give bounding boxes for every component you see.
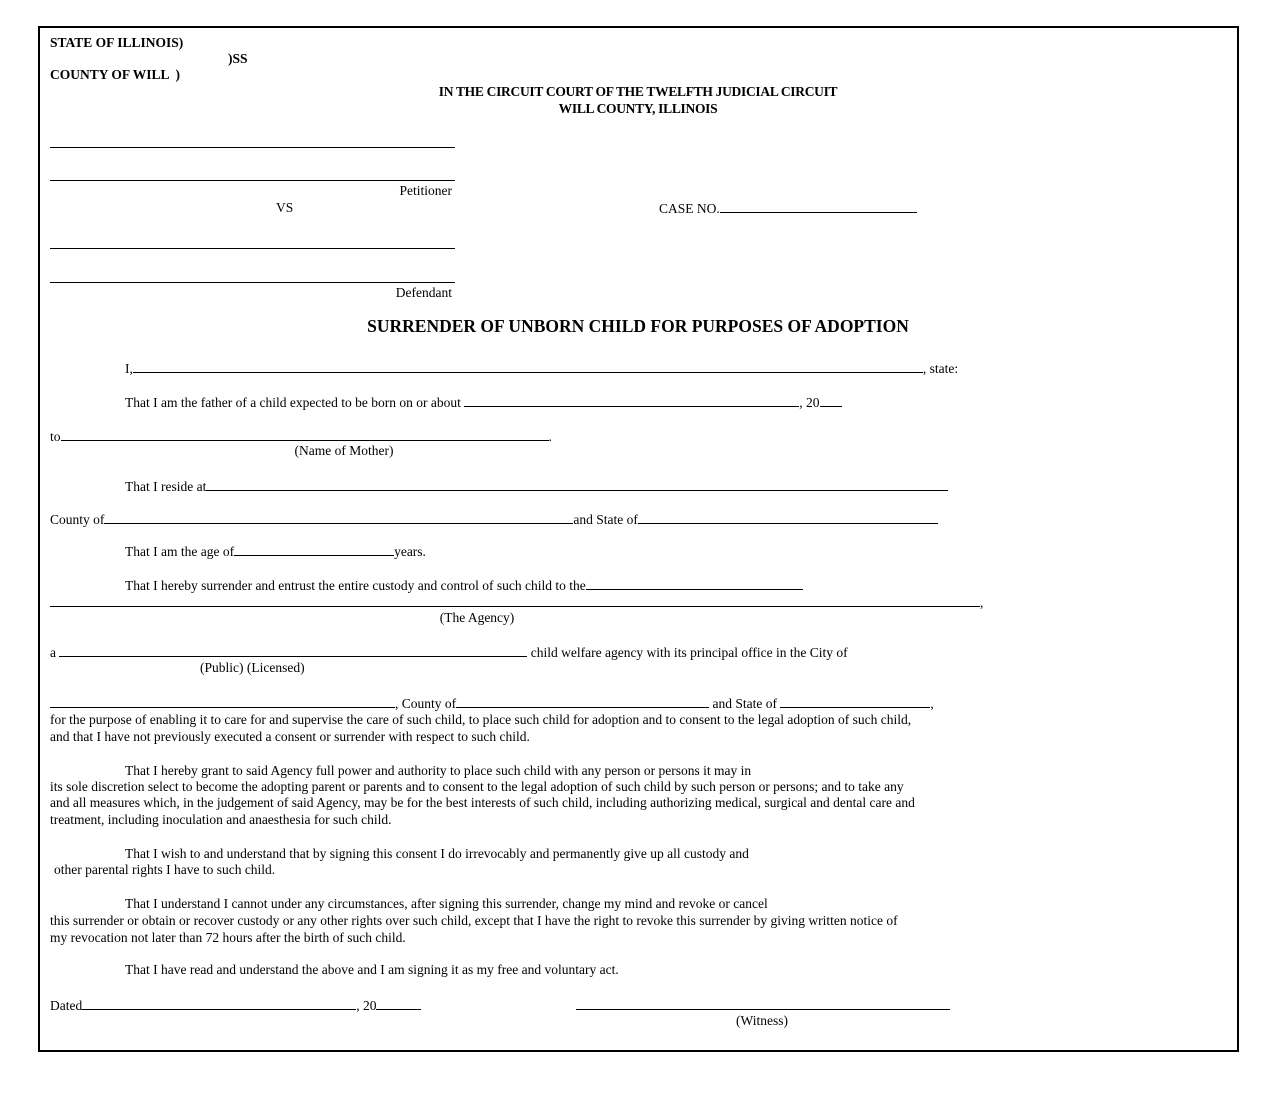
- declarant-name-field[interactable]: [133, 360, 923, 373]
- petitioner-line-2[interactable]: [50, 180, 455, 181]
- court-county: WILL COUNTY, ILLINOIS: [558, 101, 718, 116]
- reside-line: [125, 478, 948, 495]
- state-label: , state:: [922, 361, 959, 376]
- case-no-field[interactable]: [720, 200, 917, 213]
- address-field[interactable]: [206, 478, 948, 491]
- city-field[interactable]: [50, 695, 395, 708]
- birth-date-field[interactable]: [464, 394, 799, 407]
- i-label: I,: [125, 361, 133, 376]
- welfare-text: child welfare agency with its principal office in the City of: [527, 645, 848, 660]
- county-of-will: COUNTY OF WILL ): [50, 67, 181, 82]
- court-name: IN THE CIRCUIT COURT OF THE TWELFTH JUDICIAL CIRCUIT: [438, 84, 838, 99]
- reside-label: That I reside at: [125, 479, 207, 494]
- agency-field-1[interactable]: [586, 577, 803, 590]
- comma: ,: [930, 696, 934, 711]
- dated-line: [50, 997, 421, 1014]
- petitioner-line-1[interactable]: [50, 147, 455, 148]
- years-label: years.: [394, 544, 426, 559]
- agency-state-field[interactable]: [780, 695, 930, 708]
- father-line: [125, 394, 842, 411]
- state-of-illinois: STATE OF ILLINOIS): [50, 35, 184, 50]
- age-label: That I am the age of: [125, 544, 235, 559]
- agency-line: [50, 594, 983, 611]
- document-title: SURRENDER OF UNBORN CHILD FOR PURPOSES OF ADOPTION: [367, 316, 909, 336]
- understand-line-3: my revocation not later than 72 hours after the birth of such child.: [50, 930, 406, 945]
- year-label: , 20: [799, 395, 820, 410]
- public-licensed-caption: (Public) (Licensed): [200, 660, 305, 675]
- case-no-label: CASE NO.: [659, 201, 720, 216]
- witness-caption: (Witness): [736, 1013, 788, 1028]
- grant-line-3: and all measures which, in the judgement of said Agency, may be for the best interests of such child, including authorizing medical, surgical and dental care and: [50, 795, 915, 810]
- understand-line-1: That I understand I cannot under any circumstances, after signing this surrender, change my mind and revoke or cancel: [125, 896, 768, 911]
- vs-label: VS: [276, 200, 294, 215]
- city-state-label: and State of: [709, 696, 781, 711]
- read-line: That I have read and understand the above and I am signing it as my free and voluntary act.: [125, 962, 619, 977]
- county-state-line: [50, 511, 938, 528]
- case-number: [659, 200, 917, 217]
- state-of-label: and State of: [573, 512, 638, 527]
- petitioner-label: Petitioner: [399, 183, 452, 198]
- agency-type-field[interactable]: [59, 644, 527, 657]
- county-label: County of: [50, 512, 105, 527]
- surrender-line: [125, 577, 803, 594]
- a-label: a: [50, 645, 60, 660]
- dated-label: Dated: [50, 998, 83, 1013]
- county-field[interactable]: [104, 511, 573, 524]
- state-field[interactable]: [638, 511, 938, 524]
- defendant-line-1[interactable]: [50, 248, 455, 249]
- city-county-label: , County of: [395, 696, 457, 711]
- understand-line-2: this surrender or obtain or recover custody or any other rights over such child, except that I have the right to revoke this surrender by giving written notice of: [50, 913, 898, 928]
- mother-name-field[interactable]: [61, 428, 549, 441]
- grant-line-2: its sole discretion select to become the adopting parent or parents and to consent to the legal adoption of such child by such person or persons; and to take any: [50, 779, 904, 794]
- city-county-state-line: [50, 695, 934, 712]
- purpose-line-2: and that I have not previously executed a consent or surrender with respect to such child.: [50, 729, 530, 744]
- period: .: [548, 429, 552, 444]
- surrender-text: That I hereby surrender and entrust the entire custody and control of such child to the: [125, 578, 586, 593]
- father-text: That I am the father of a child expected to be born on or about: [125, 395, 465, 410]
- agency-field-2[interactable]: [50, 594, 980, 607]
- dated-year-label: , 20: [356, 998, 377, 1013]
- to-label: to: [50, 429, 61, 444]
- wish-line-2: other parental rights I have to such child.: [54, 862, 276, 877]
- birth-year-field[interactable]: [820, 394, 842, 407]
- dated-year-field[interactable]: [376, 997, 421, 1010]
- age-line: [125, 543, 426, 560]
- wish-line-1: That I wish to and understand that by signing this consent I do irrevocably and permanently give up all custody and: [125, 846, 749, 861]
- defendant-label: Defendant: [395, 285, 452, 300]
- ss-mark: )SS: [228, 51, 248, 66]
- agency-county-field[interactable]: [456, 695, 709, 708]
- declarant-line: [125, 360, 958, 377]
- grant-line-1: That I hereby grant to said Agency full power and authority to place such child with any person or persons it may in: [125, 763, 752, 778]
- purpose-line-1: for the purpose of enabling it to care for and supervise the care of such child, to place such child for adoption and to consent to the legal adoption of such child,: [50, 712, 912, 727]
- agency-type-line: [50, 644, 848, 661]
- name-of-mother-caption: (Name of Mother): [294, 443, 394, 458]
- dated-field[interactable]: [82, 997, 356, 1010]
- comma: ,: [980, 595, 984, 610]
- witness-signature-line[interactable]: [576, 1009, 950, 1010]
- grant-line-4: treatment, including inoculation and anaesthesia for such child.: [50, 812, 392, 827]
- defendant-line-2[interactable]: [50, 282, 455, 283]
- the-agency-caption: (The Agency): [439, 610, 515, 625]
- age-field[interactable]: [234, 543, 394, 556]
